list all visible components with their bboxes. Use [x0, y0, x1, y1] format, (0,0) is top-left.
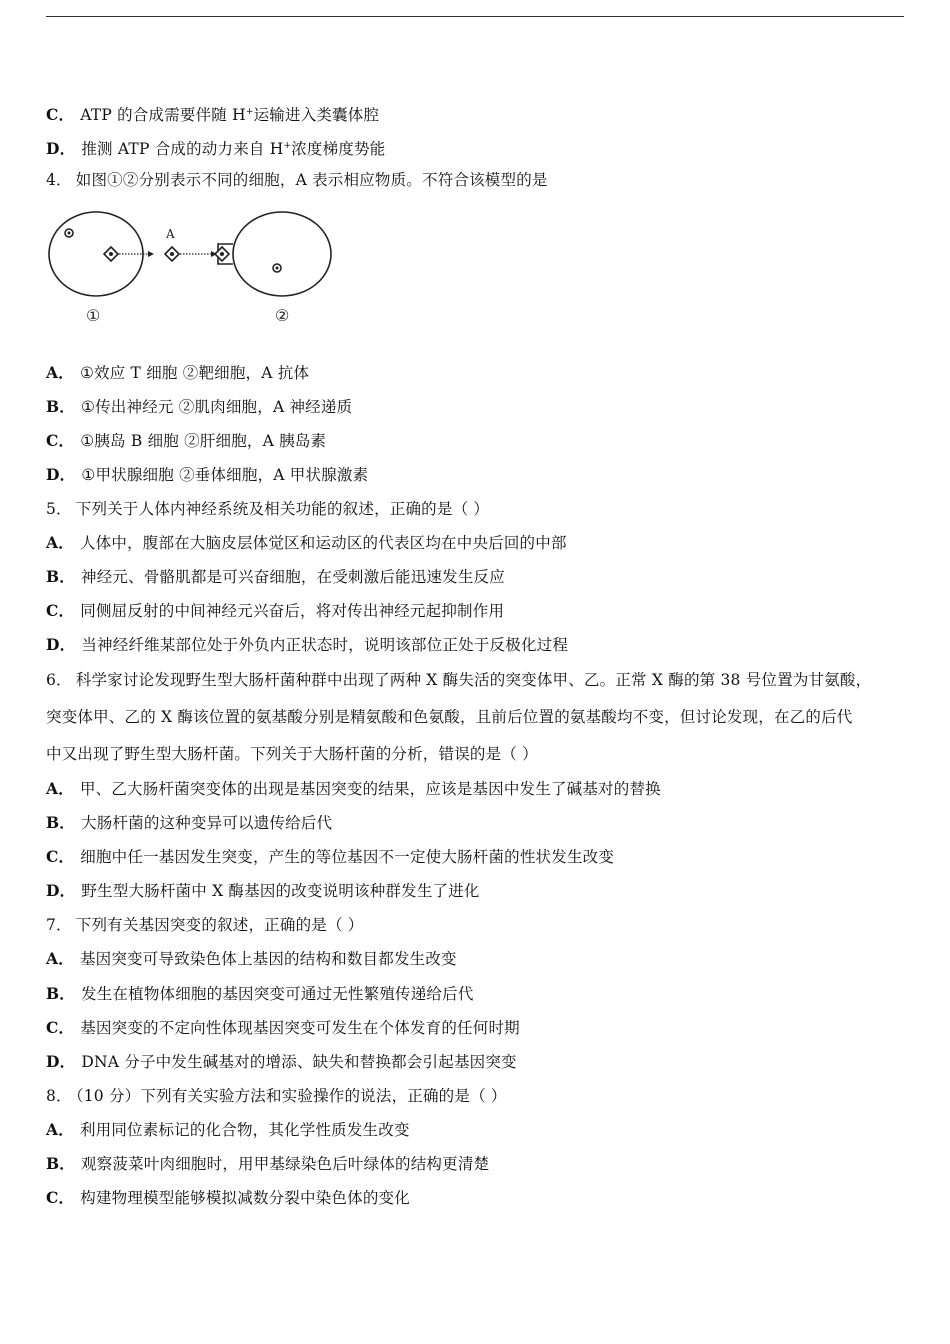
question-6-line-1: [46, 670, 871, 690]
question-4: [46, 170, 548, 190]
option-text: 构建物理模型能够模拟减数分裂中染色体的变化: [80, 1189, 410, 1207]
question-number: 6．: [46, 671, 72, 689]
option-text: ①传出神经元 ②肌肉细胞，A 神经递质: [81, 398, 353, 416]
signal-molecule-in-cell-1: [104, 247, 118, 261]
cell-2: [233, 212, 331, 296]
option-letter: D．: [46, 465, 76, 484]
option-d-q6: [46, 881, 480, 901]
question-number: 8．: [46, 1087, 72, 1105]
question-text: 突变体甲、乙的 X 酶该位置的氨基酸分别是精氨酸和色氨酸，且前后位置的氨基酸均不变，但讨论发现，在乙的后代: [46, 708, 853, 726]
option-letter: C．: [46, 105, 75, 125]
option-letter: B．: [46, 397, 76, 416]
question-7: [46, 915, 364, 935]
option-a-q6: [46, 779, 661, 799]
cell-signaling-diagram: [44, 200, 344, 330]
option-c-q4: [46, 431, 326, 451]
option-a-q5: [46, 533, 567, 553]
option-letter: A．: [46, 779, 74, 798]
option-letter: B．: [46, 813, 76, 832]
option-letter: C．: [46, 601, 75, 620]
option-c-q5: [46, 601, 504, 621]
signal-molecule-a: [165, 247, 179, 261]
question-text: 中又出现了野生型大肠杆菌。下列关于大肠杆菌的分析，错误的是（ ）: [46, 745, 538, 763]
option-letter: B．: [46, 984, 76, 1003]
option-text: 推测 ATP 合成的动力来自 H: [81, 140, 284, 159]
question-number: 4．: [46, 171, 72, 189]
option-letter: B．: [46, 1154, 76, 1173]
question-text: （10 分）下列有关实验方法和实验操作的说法，正确的是（ ）: [75, 1087, 507, 1105]
option-text: 野生型大肠杆菌中 X 酶基因的改变说明该种群发生了进化: [81, 882, 480, 900]
option-text-cont: 浓度梯度势能: [291, 140, 386, 159]
option-d-q7: [46, 1052, 517, 1072]
option-b-q8: [46, 1154, 489, 1174]
superscript: +: [245, 107, 254, 117]
option-text: 发生在植物体细胞的基因突变可通过无性繁殖传递给后代: [81, 985, 474, 1003]
option-text: 细胞中任一基因发生突变，产生的等位基因不一定使大肠杆菌的性状发生改变: [80, 848, 615, 866]
question-5: [46, 499, 489, 519]
option-b-q6: [46, 813, 332, 833]
option-text: ①效应 T 细胞 ②靶细胞，A 抗体: [79, 364, 310, 382]
option-text: DNA 分子中发生碱基对的增添、缺失和替换都会引起基因突变: [81, 1053, 517, 1071]
option-c-q3: [46, 102, 379, 125]
question-6-line-3: [46, 744, 538, 764]
option-text: 甲、乙大肠杆菌突变体的出现是基因突变的结果，应该是基因中发生了碱基对的替换: [79, 780, 661, 798]
option-letter: D．: [46, 139, 76, 159]
option-d-q3: [46, 136, 385, 159]
option-a-q7: [46, 949, 457, 969]
option-text: 人体中，腹部在大脑皮层体觉区和运动区的代表区均在中央后回的中部: [79, 534, 567, 552]
option-letter: D．: [46, 1052, 76, 1071]
option-text: 大肠杆菌的这种变异可以遗传给后代: [81, 814, 333, 832]
label-a: A: [166, 227, 175, 241]
option-a-q4: [46, 363, 309, 383]
option-text: ①胰岛 B 细胞 ②肝细胞，A 胰岛素: [80, 432, 327, 450]
option-text: 利用同位素标记的化合物，其化学性质发生改变: [79, 1121, 410, 1139]
option-text: 神经元、骨骼肌都是可兴奋细胞，在受刺激后能迅速发生反应: [81, 568, 505, 586]
option-text: 观察菠菜叶肉细胞时，用甲基绿染色后叶绿体的结构更清楚: [81, 1155, 490, 1173]
option-b-q5: [46, 567, 505, 587]
option-letter: C．: [46, 847, 75, 866]
question-6-line-2: [46, 707, 853, 727]
option-d-q5: [46, 635, 568, 655]
question-text: 科学家讨论发现野生型大肠杆菌种群中出现了两种 X 酶失活的突变体甲、乙。正常 X 酶的第 38 号位置为甘氨酸，: [75, 671, 872, 689]
question-number: 7．: [46, 916, 72, 934]
label-cell-1: ①: [86, 306, 101, 325]
superscript: +: [283, 141, 292, 151]
receptor: [215, 244, 233, 264]
option-letter: D．: [46, 635, 76, 654]
label-cell-2: ②: [275, 306, 290, 325]
question-text: 下列关于人体内神经系统及相关功能的叙述，正确的是（ ）: [75, 500, 490, 518]
option-text: ATP 的合成需要伴随 H: [80, 106, 246, 125]
option-letter: B．: [46, 567, 76, 586]
option-d-q4: [46, 465, 368, 485]
question-text: 下列有关基因突变的叙述，正确的是（ ）: [75, 916, 364, 934]
option-letter: C．: [46, 1018, 75, 1037]
option-text: ①甲状腺细胞 ②垂体细胞，A 甲状腺激素: [81, 466, 369, 484]
option-letter: C．: [46, 431, 75, 450]
option-letter: A．: [46, 363, 74, 382]
option-a-q8: [46, 1120, 410, 1140]
option-letter: A．: [46, 1120, 74, 1139]
option-letter: A．: [46, 533, 74, 552]
question-text: 如图①②分别表示不同的细胞，A 表示相应物质。不符合该模型的是: [75, 171, 548, 189]
option-b-q7: [46, 984, 474, 1004]
option-b-q4: [46, 397, 352, 417]
question-8: [46, 1086, 507, 1106]
option-c-q6: [46, 847, 614, 867]
option-letter: D．: [46, 881, 76, 900]
option-c-q7: [46, 1018, 520, 1038]
question-number: 5．: [46, 500, 72, 518]
option-letter: A．: [46, 949, 74, 968]
option-letter: C．: [46, 1188, 75, 1207]
option-text: 基因突变的不定向性体现基因突变可发生在个体发育的任何时期: [80, 1019, 520, 1037]
option-text-cont: 运输进入类囊体腔: [253, 106, 380, 125]
option-text: 基因突变可导致染色体上基因的结构和数目都发生改变: [79, 950, 457, 968]
option-text: 同侧屈反射的中间神经元兴奋后，将对传出神经元起抑制作用: [80, 602, 505, 620]
option-c-q8: [46, 1188, 410, 1208]
header-rule: [46, 16, 904, 17]
option-text: 当神经纤维某部位处于外负内正状态时，说明该部位正处于反极化过程: [81, 636, 569, 654]
